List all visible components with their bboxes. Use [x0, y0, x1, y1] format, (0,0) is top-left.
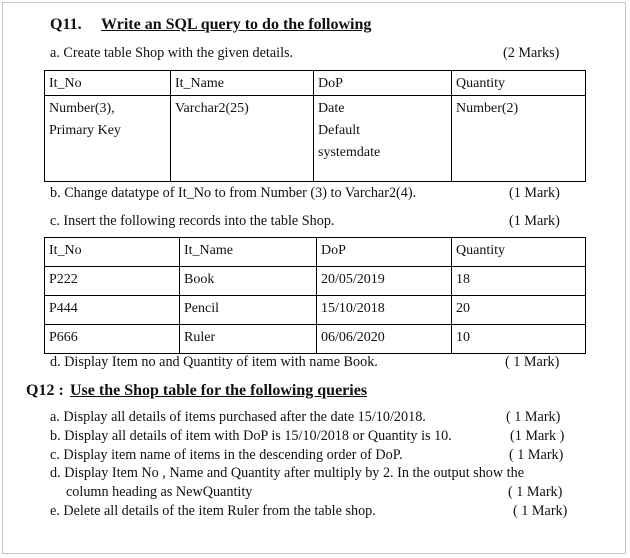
q12-part-a-marks: ( 1 Mark) [506, 409, 561, 425]
header-cell: Quantity [452, 71, 586, 96]
header-cell: It_Name [171, 71, 314, 96]
table-cell: Book [180, 267, 317, 296]
cell-line: Varchar2(25) [175, 101, 249, 116]
q12-part-a: a. Display all details of items purchased after the date 15/10/2018. [50, 409, 426, 425]
header-cell: DoP [317, 238, 452, 267]
header-cell: It_No [45, 238, 180, 267]
q11-part-c-marks: (1 Mark) [509, 213, 560, 229]
q12-number: Q12 : [26, 382, 64, 399]
table-cell: 15/10/2018 [317, 296, 452, 325]
q11-part-c: c. Insert the following records into the table Shop. [50, 213, 335, 229]
table-cell [45, 96, 171, 182]
table-row [45, 296, 586, 325]
q11-part-b-marks: (1 Mark) [509, 185, 560, 201]
table-header-row [45, 238, 586, 267]
table-row [45, 96, 586, 182]
table-cell: 18 [452, 267, 586, 296]
table-cell: 10 [452, 325, 586, 354]
table-cell: 06/06/2020 [317, 325, 452, 354]
table-cell: 20/05/2019 [317, 267, 452, 296]
q12-part-c-marks: ( 1 Mark) [509, 447, 564, 463]
schema-table [44, 70, 586, 182]
q11-title: Write an SQL query to do the following [101, 16, 372, 33]
table-cell: Pencil [180, 296, 317, 325]
header-cell: It_No [45, 71, 171, 96]
q11-part-a-marks: (2 Marks) [503, 45, 560, 61]
q12-part-e-marks: ( 1 Mark) [513, 503, 568, 519]
table-cell [314, 96, 452, 182]
q12-part-b-marks: (1 Mark ) [510, 428, 565, 444]
header-cell: DoP [314, 71, 452, 96]
q11-part-a: a. Create table Shop with the given details. [50, 45, 294, 61]
table-cell: P444 [45, 296, 180, 325]
table-header-row [45, 71, 586, 96]
table-cell: 20 [452, 296, 586, 325]
cell-line: Number(2) [456, 101, 519, 116]
cell-line: Primary Key [49, 123, 121, 138]
q12-title: Use the Shop table for the following queries [70, 382, 368, 399]
q12-part-d-marks: ( 1 Mark) [508, 484, 563, 500]
table-cell [171, 96, 314, 182]
cell-line: Default [318, 123, 360, 138]
q11-part-d: d. Display Item no and Quantity of item with name Book. [50, 354, 378, 370]
q11-number: Q11. [50, 16, 82, 33]
table-cell [452, 96, 586, 182]
q12-part-d-line2: column heading as NewQuantity [66, 484, 253, 500]
q12-part-e: e. Delete all details of the item Ruler from the table shop. [50, 503, 376, 519]
table-cell: P222 [45, 267, 180, 296]
header-cell: It_Name [180, 238, 317, 267]
q11-part-b: b. Change datatype of It_No to from Number (3) to Varchar2(4). [50, 185, 417, 201]
q12-part-d: d. Display Item No , Name and Quantity after multiply by 2. In the output show the [50, 465, 525, 481]
table-cell: P666 [45, 325, 180, 354]
cell-line: systemdate [318, 145, 381, 160]
cell-line: Date [318, 101, 345, 116]
q12-part-b: b. Display all details of item with DoP is 15/10/2018 or Quantity is 10. [50, 428, 452, 444]
cell-line: Number(3), [49, 101, 115, 116]
table-row [45, 325, 586, 354]
table-row [45, 267, 586, 296]
header-cell: Quantity [452, 238, 586, 267]
q12-part-c: c. Display item name of items in the descending order of DoP. [50, 447, 403, 463]
table-cell: Ruler [180, 325, 317, 354]
q11-part-d-marks: ( 1 Mark) [505, 354, 560, 370]
records-table [44, 237, 586, 354]
